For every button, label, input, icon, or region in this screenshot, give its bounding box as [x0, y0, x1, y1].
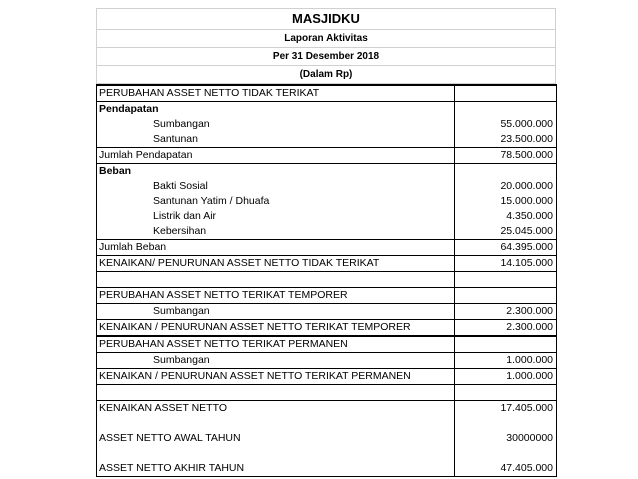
row-label: Bakti Sosial [97, 179, 455, 194]
section-label: Pendapatan [97, 102, 455, 118]
row-label [97, 416, 455, 431]
row-label: KENAIKAN ASSET NETTO [97, 401, 455, 417]
table-row [97, 336, 557, 353]
row-amount [455, 272, 557, 288]
table-row [97, 256, 557, 272]
row-label: Sumbangan [97, 117, 455, 132]
table-row [97, 179, 557, 194]
report-title: MASJIDKU [96, 8, 556, 30]
row-label: KENAIKAN / PENURUNAN ASSET NETTO TERIKAT PERMANEN [97, 369, 455, 385]
row-label: KENAIKAN / PENURUNAN ASSET NETTO TERIKAT TEMPORER [97, 320, 455, 337]
spacer-row [97, 416, 557, 431]
table-row [97, 224, 557, 240]
row-amount: 25.045.000 [455, 224, 557, 240]
table-row [97, 320, 557, 337]
row-amount [455, 416, 557, 431]
row-label [97, 385, 455, 401]
activity-report-sheet [96, 8, 556, 477]
table-row [97, 288, 557, 304]
row-label: Sumbangan [97, 353, 455, 369]
section-label: Beban [97, 164, 455, 180]
row-label: PERUBAHAN ASSET NETTO TIDAK TERIKAT [97, 85, 455, 102]
row-label: PERUBAHAN ASSET NETTO TERIKAT PERMANEN [97, 336, 455, 353]
table-row [97, 117, 557, 132]
activity-table [96, 84, 557, 477]
report-subtitle: Laporan Aktivitas [96, 30, 556, 48]
row-amount [455, 102, 557, 118]
row-label: ASSET NETTO AWAL TAHUN [97, 431, 455, 446]
table-row [97, 194, 557, 209]
row-label: Listrik dan Air [97, 209, 455, 224]
table-row [97, 369, 557, 385]
row-label: Sumbangan [97, 304, 455, 320]
row-label: ASSET NETTO AKHIR TAHUN [97, 461, 455, 477]
row-amount: 14.105.000 [455, 256, 557, 272]
row-label: Jumlah Pendapatan [97, 148, 455, 164]
row-label: KENAIKAN/ PENURUNAN ASSET NETTO TIDAK TERIKAT [97, 256, 455, 272]
row-label: Santunan [97, 132, 455, 148]
row-amount [455, 288, 557, 304]
row-amount: 23.500.000 [455, 132, 557, 148]
table-row [97, 102, 557, 118]
row-label [97, 272, 455, 288]
row-amount: 30000000 [455, 431, 557, 446]
table-row [97, 304, 557, 320]
row-amount [455, 385, 557, 401]
row-amount: 47.405.000 [455, 461, 557, 477]
row-amount [455, 446, 557, 461]
row-amount: 4.350.000 [455, 209, 557, 224]
row-label: Jumlah Beban [97, 240, 455, 256]
table-row [97, 431, 557, 446]
row-amount [455, 164, 557, 180]
row-amount: 55.000.000 [455, 117, 557, 132]
report-unit: (Dalam Rp) [96, 66, 556, 84]
row-amount: 1.000.000 [455, 353, 557, 369]
row-amount: 17.405.000 [455, 401, 557, 417]
table-row [97, 164, 557, 180]
row-label [97, 446, 455, 461]
table-row [97, 132, 557, 148]
table-row [97, 401, 557, 417]
report-period: Per 31 Desember 2018 [96, 48, 556, 66]
row-amount: 64.395.000 [455, 240, 557, 256]
table-row [97, 240, 557, 256]
row-amount [455, 85, 557, 102]
row-amount: 2.300.000 [455, 304, 557, 320]
row-amount: 15.000.000 [455, 194, 557, 209]
row-amount: 20.000.000 [455, 179, 557, 194]
table-row [97, 85, 557, 102]
row-amount [455, 336, 557, 353]
row-amount: 1.000.000 [455, 369, 557, 385]
spacer-row [97, 446, 557, 461]
row-label: Santunan Yatim / Dhuafa [97, 194, 455, 209]
row-label: Kebersihan [97, 224, 455, 240]
table-row [97, 461, 557, 477]
row-amount: 78.500.000 [455, 148, 557, 164]
spacer-row [97, 272, 557, 288]
row-label: PERUBAHAN ASSET NETTO TERIKAT TEMPORER [97, 288, 455, 304]
table-row [97, 209, 557, 224]
table-row [97, 353, 557, 369]
spacer-row [97, 385, 557, 401]
row-amount: 2.300.000 [455, 320, 557, 337]
table-row [97, 148, 557, 164]
